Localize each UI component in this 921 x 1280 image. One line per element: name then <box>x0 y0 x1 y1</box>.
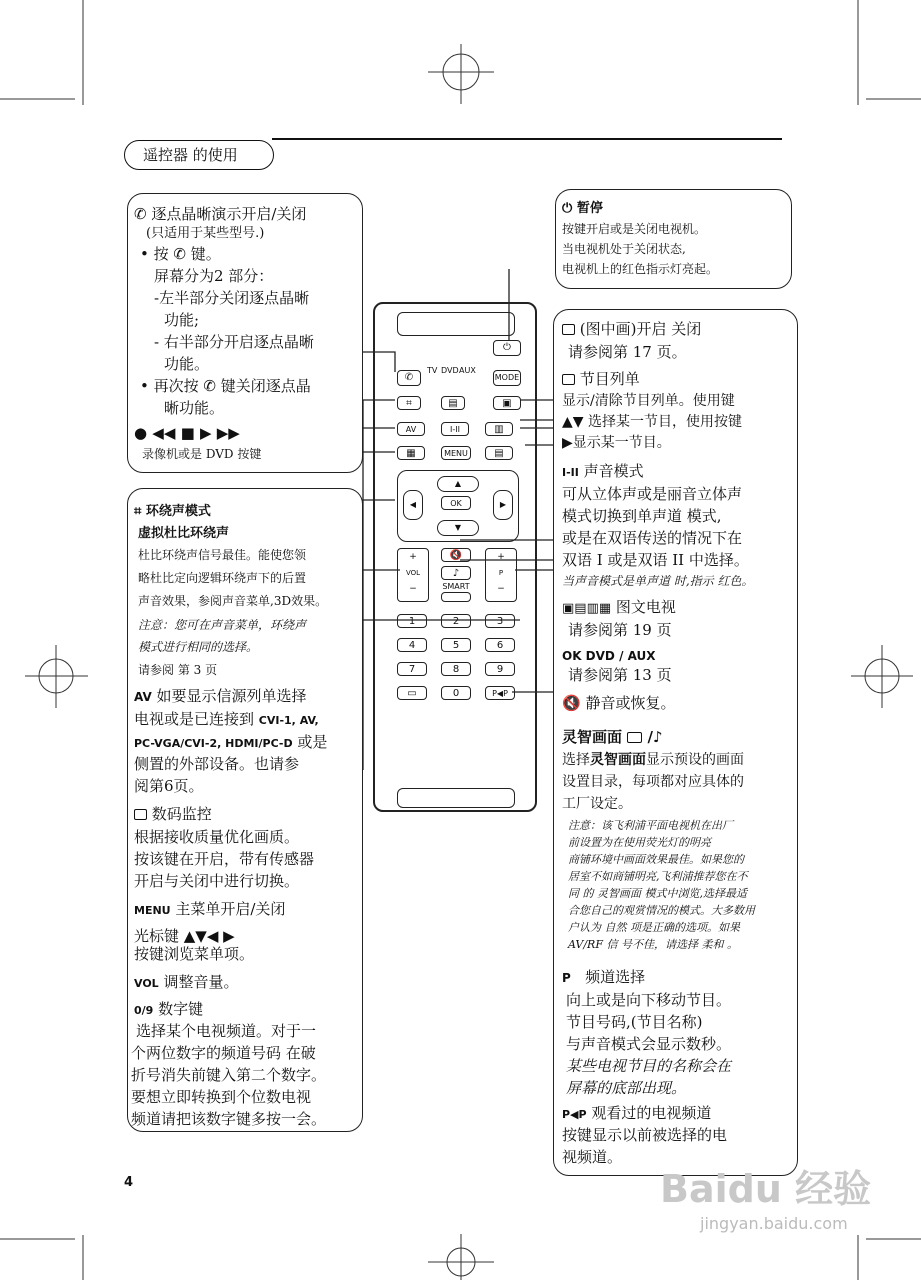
digit-button[interactable]: 3 <box>485 614 515 628</box>
watermark-brand: Baidu 经验 <box>660 1167 872 1211</box>
media-keys-desc: 录像机或是 DVD 按键 <box>142 447 262 461</box>
pixel-plus-line: - 右半部分开启逐点晶晰 <box>154 333 314 351</box>
digit-button[interactable]: 8 <box>441 662 471 676</box>
teletext-icons: ▣▤▥▦ <box>562 601 612 616</box>
digit-button[interactable]: 1 <box>397 614 427 628</box>
standby-desc: 按键开启或是关闭电视机。 <box>562 222 707 236</box>
smart-note: 商铺环境中画面效果最佳。如果您的 <box>568 853 744 866</box>
tv-led-label: TV <box>427 366 438 375</box>
smart-note: 注意：该飞利浦平面电视机在出厂 <box>568 819 733 832</box>
surround-note: 模式进行相同的选择。 <box>138 640 259 654</box>
pixel-plus-line: 功能。 <box>164 355 210 373</box>
surround-title: ⌗ 环绕声模式 <box>134 504 211 519</box>
mute-icon: 🔇 <box>562 694 581 712</box>
power-button[interactable]: ⏻ <box>493 340 521 356</box>
digital-monitor-desc: 开启与关闭中进行切换。 <box>134 872 300 890</box>
pip-ref: 请参阅第 17 页。 <box>568 343 687 361</box>
digital-monitor-button[interactable]: ▦ <box>397 446 425 460</box>
watermark-url: jingyan.baidu.com <box>700 1214 848 1233</box>
previous-program-button[interactable]: P◀P <box>485 686 515 700</box>
pixel-plus-note: (只适用于某些型号.) <box>146 226 265 241</box>
program-desc: 向上或是向下移动节目。 <box>566 991 732 1009</box>
av-line-3: PC-VGA/CVI-2, HDMI/PC-D 或是 <box>134 733 328 751</box>
standby-title: ⏻ 暂停 <box>562 201 603 216</box>
ok-ref: 请参阅第 13 页 <box>568 666 672 684</box>
num-title: 0/9 数字键 <box>134 1000 204 1018</box>
num-desc: 折号消失前键入第二个数字。 <box>131 1066 327 1084</box>
av-line-2: 电视或是已连接到 CVI-1, AV, <box>134 710 319 728</box>
av-line: 侧置的外部设备。也请参 <box>134 755 300 773</box>
num-desc: 选择某个电视频道。对于一 <box>136 1022 317 1040</box>
pixel-plus-title: ✆ 逐点晶晰演示开启/关闭 <box>134 205 307 223</box>
teletext-title: ▣▤▥▦ 图文电视 <box>562 598 676 616</box>
smart-note: 合您自己的观赏情况的模式。大多数用 <box>568 904 755 917</box>
menu-button[interactable]: MENU <box>441 446 471 460</box>
cursor-down-button[interactable]: ▼ <box>437 520 479 536</box>
mode-button[interactable]: MODE <box>493 370 521 386</box>
smart-desc: 工厂设定。 <box>562 796 632 812</box>
list-desc: 显示/清除节目列单。使用键 <box>562 393 735 409</box>
cursor-right-button[interactable]: ▶ <box>493 490 513 520</box>
media-keys-icons: ● ◀◀ ■ ▶ ▶▶ <box>134 424 240 442</box>
info-button[interactable]: ▭ <box>397 686 427 700</box>
sound-mode-title: I-II 声音模式 <box>562 462 644 480</box>
aux-led-label: AUX <box>459 366 476 375</box>
program-note: 屏幕的底部出现。 <box>566 1079 687 1097</box>
pixel-plus-step-1: • 按 ✆ 键。 <box>140 245 221 263</box>
pixel-plus-line: 功能; <box>164 311 200 329</box>
cursor-desc: 按键浏览菜单项。 <box>134 945 255 963</box>
av-line-1: AV 如要显示信源列单选择 <box>134 687 307 705</box>
volume-rocker[interactable]: + VOL − <box>397 548 429 602</box>
surround-ref: 请参阅 第 3 页 <box>138 663 218 677</box>
note-icon: ♪ <box>652 728 663 746</box>
smart-note: 同 的 灵智画面 模式中浏览,选择最适 <box>568 887 747 900</box>
digit-button[interactable]: 6 <box>485 638 515 652</box>
pixel-plus-line: -左半部分关闭逐点晶晰 <box>154 289 310 307</box>
smart-desc: 设置目录，每项都对应具体的 <box>562 774 744 790</box>
menu-line: MENU 主菜单开启/关闭 <box>134 900 286 918</box>
smart-note: 户认为 自然 项是正确的选项。如果 <box>568 921 740 934</box>
digit-button[interactable]: 2 <box>441 614 471 628</box>
program-rocker[interactable]: + P − <box>485 548 517 602</box>
power-icon: ⏻ <box>562 201 573 216</box>
list-desc: ▶显示某一节目。 <box>562 435 671 451</box>
mute-button[interactable]: 🔇 <box>441 548 471 562</box>
digital-monitor-title: 数码监控 <box>134 807 212 822</box>
page-number: 4 <box>124 1175 134 1190</box>
ok-dvd-aux: OK DVD / AUX <box>562 649 656 663</box>
sound-mode-desc: 模式切换到单声道 模式, <box>562 507 722 525</box>
surround-button[interactable]: ⌗ <box>397 396 421 410</box>
virtual-dolby-title: 虚拟杜比环绕声 <box>138 526 230 541</box>
program-title: P 频道选择 <box>562 968 646 986</box>
surround-desc: 略杜比定向逻辑环绕声下的后置 <box>138 571 307 585</box>
pixel-plus-icon: ✆ <box>134 205 147 223</box>
program-desc: 节目号码,(节目名称) <box>566 1013 703 1031</box>
cursor-title: 光标键 ▲▼◀ ▶ <box>134 927 235 945</box>
pip-title: (图中画)开启 关闭 <box>562 322 701 337</box>
list-desc: ▲▼ 选择某一节目，使用按键 <box>562 414 742 430</box>
pp-desc: 视频道。 <box>562 1148 623 1166</box>
vol-line: VOL 调整音量。 <box>134 973 239 991</box>
program-note: 某些电视节目的名称会在 <box>566 1057 732 1075</box>
dvd-led-label: DVD <box>441 366 459 375</box>
smart-picture-title: 灵智画面 /♪ <box>562 728 663 746</box>
page-title: 遥控器 的使用 <box>143 146 238 164</box>
teletext-ref: 请参阅第 19 页 <box>568 621 672 639</box>
digit-button[interactable]: 9 <box>485 662 515 676</box>
pp-title: P◀P 观看过的电视频道 <box>562 1104 712 1122</box>
smart-note: 前设置为在使用荧光灯的明亮 <box>568 836 711 849</box>
digit-button[interactable]: 0 <box>441 686 471 700</box>
digital-monitor-desc: 根据接收质量优化画质。 <box>134 828 300 846</box>
smart-picture-button[interactable]: ♪ <box>441 566 471 580</box>
pip-button[interactable]: ▣ <box>493 396 521 410</box>
sound-mode-desc: 可从立体声或是丽音立体声 <box>562 485 743 503</box>
list-button[interactable]: ▤ <box>485 446 513 460</box>
av-button[interactable]: AV <box>397 422 425 436</box>
pixel-plus-step-2: • 再次按 ✆ 键关闭逐点晶 <box>140 377 311 395</box>
av-line: 阅第6页。 <box>134 777 204 795</box>
digit-button[interactable]: 5 <box>441 638 471 652</box>
num-desc: 频道请把该数字键多按一会。 <box>131 1110 327 1128</box>
cursor-left-button[interactable]: ◀ <box>403 490 423 520</box>
smart-note: 居室不如商铺明亮,飞利浦推荐您在不 <box>568 870 748 883</box>
cursor-up-button[interactable]: ▲ <box>437 476 479 492</box>
sound-mode-button[interactable]: I-II <box>441 422 469 436</box>
teletext-button[interactable]: ▥ <box>485 422 513 436</box>
surround-icon: ⌗ <box>134 504 142 519</box>
standby-desc: 当电视机处于关闭状态, <box>562 242 686 256</box>
standby-desc: 电视机上的红色指示灯亮起。 <box>562 262 719 276</box>
num-desc: 个两位数字的频道号码 在破 <box>131 1044 316 1062</box>
pixel-plus-line: 晰功能。 <box>164 399 225 417</box>
smart-note: AV/RF 信 号不佳，请选择 柔和 。 <box>568 938 738 951</box>
pp-desc: 按键显示以前被选择的电 <box>562 1126 728 1144</box>
sound-mode-desc: 双语 I 或是双语 II 中选择。 <box>562 551 749 569</box>
mute-line: 🔇 静音或恢复。 <box>562 694 676 712</box>
surround-desc: 杜比环绕声信号最佳。能使您领 <box>138 548 307 562</box>
list-title: 节目列单 <box>562 372 640 387</box>
pixel-plus-line: 屏幕分为2 部分： <box>154 267 274 285</box>
ok-button[interactable]: OK <box>441 496 471 510</box>
digital-monitor-desc: 按该键在开启，带有传感器 <box>134 850 315 868</box>
sound-mode-note: 当声音模式是单声道 时,指示 红色。 <box>562 574 754 588</box>
program-desc: 与声音模式会显示数秒。 <box>566 1035 732 1053</box>
num-desc: 要想立即转换到个位数电视 <box>131 1088 312 1106</box>
surround-desc: 声音效果，参阅声音菜单,3D效果。 <box>138 594 328 608</box>
smart-desc-1: 选择灵智画面显示预设的画面 <box>562 752 744 768</box>
sound-mode-desc: 或是在双语传送的情况下在 <box>562 529 743 547</box>
digit-button[interactable]: 7 <box>397 662 427 676</box>
digit-button[interactable]: 4 <box>397 638 427 652</box>
surround-note: 注意：您可在声音菜单，环绕声 <box>138 618 307 632</box>
smart-label: SMART <box>442 582 470 591</box>
smart-sound-button[interactable]: ▤ <box>441 396 465 410</box>
pixel-plus-button[interactable]: ✆ <box>397 370 421 386</box>
